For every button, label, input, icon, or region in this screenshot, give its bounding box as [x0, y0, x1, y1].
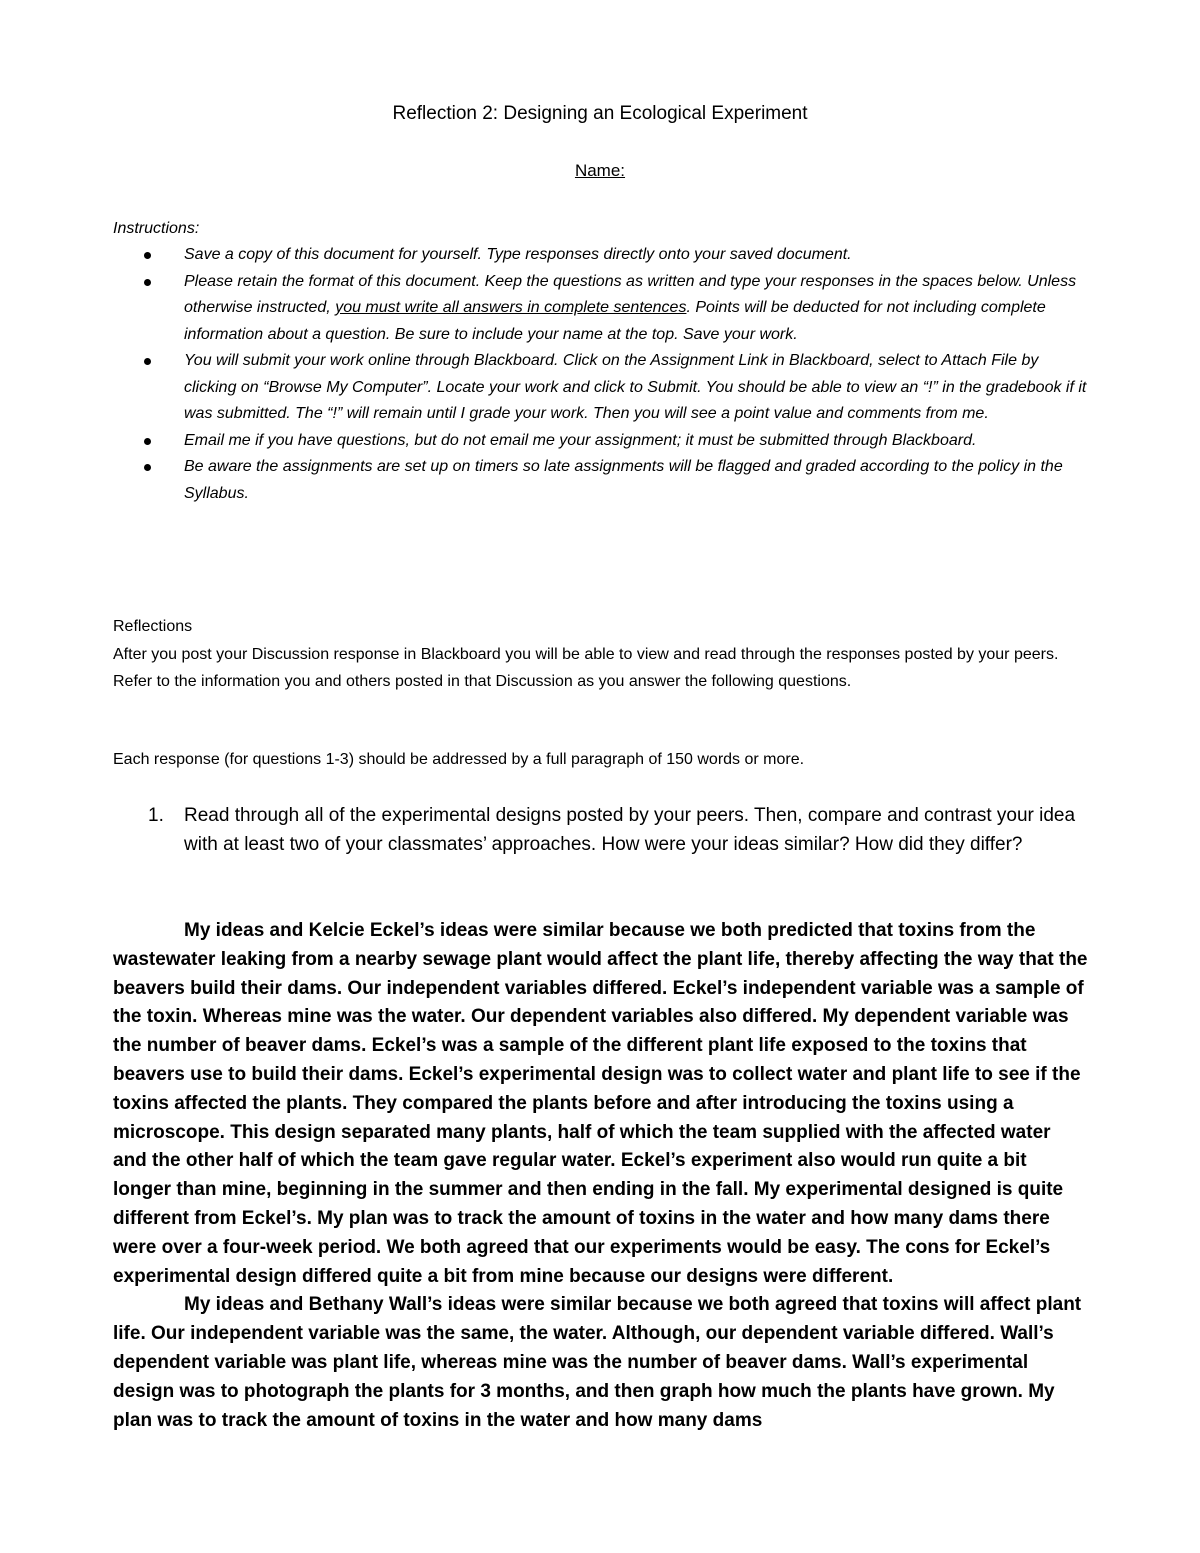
instruction-item	[140, 269, 1090, 349]
instruction-item	[140, 242, 1090, 269]
name-label: Name:	[574, 161, 626, 180]
question-number: 1.	[148, 805, 164, 826]
instruction-item	[140, 454, 1090, 507]
bullet-icon	[144, 358, 151, 365]
instruction-item	[140, 428, 1090, 455]
question-1	[148, 801, 1088, 859]
instruction-text: . Points will be deducted for not including complete information about a question. Be sure to include your name at the top. Save your work.	[184, 299, 1046, 343]
instruction-text: Save a copy of this document for yourself. Type responses directly onto your saved document.	[184, 246, 852, 263]
bullet-icon	[144, 438, 151, 445]
document-title: Reflection 2: Designing an Ecological Experiment	[392, 103, 808, 124]
instruction-text: You will submit your work online through Blackboard. Click on the Assignment Link in Blackboard, select to Attach File by clicking on “Browse My Computer”. Locate your work and click to Submit. You should be able to view an “!” in the gradebook if it was submitted. The “!” will remain until I grade your work. Then you will see a point value and comments from me.	[184, 352, 1087, 422]
instructions-list	[140, 242, 1090, 507]
bullet-icon	[144, 252, 151, 259]
instruction-underlined-text: you must write all answers in complete sentences	[335, 299, 687, 316]
response-requirement: Each response (for questions 1-3) should be addressed by a full paragraph of 150 words or more.	[113, 751, 805, 768]
question-text: Read through all of the experimental designs posted by your peers. Then, compare and contrast your idea with at least two of your classmates’ approaches. How were your ideas similar? How did they differ?	[184, 805, 1076, 855]
instruction-text: Email me if you have questions, but do not email me your assignment; it must be submitted through Blackboard.	[184, 431, 977, 449]
instructions-heading: Instructions:	[113, 220, 200, 237]
instruction-text: Please retain the format of this document. Keep the questions as written and type your responses in the spaces below. Unless otherwise instructed,	[184, 272, 1077, 316]
answer-paragraph: My ideas and Kelcie Eckel’s ideas were similar because we both predicted that toxins from the wastewater leaking from a nearby sewage plant would affect the plant life, thereby affecting the way that the beavers build their dams. Our independent variables differed. Eckel’s independent variable was a sample of the toxin. Whereas mine was the water. Our dependent variables also differed. My dependent variable was the number of beaver dams. Eckel’s was a sample of the different plant life exposed to the toxins that beavers use to build their dams. Eckel’s experimental design was to collect water and plant life to see if the toxins affected the plants. They compared the plants before and after introducing the toxins using a microscope. This design separated many plants, half of which the team supplied with the affected water and the other half of which the team gave regular water. Eckel’s experiment also would run quite a bit longer than mine, beginning in the summer and then ending in the fall. My experimental designed is quite different from Eckel’s. My plan was to track the amount of toxins in the water and how many dams there were over a four-week period. We both agreed that our experiments would be easy. The cons for Eckel’s experimental design differed quite a bit from mine because our designs were different.	[113, 920, 1088, 1287]
answer-paragraph: My ideas and Bethany Wall’s ideas were similar because we both agreed that toxins will affect plant life. Our independent variable was the same, the water. Although, our dependent variable differed. Wall’s dependent variable was plant life, whereas mine was the number of beaver dams. Wall’s experimental design was to photograph the plants for 3 months, and then graph how much the plants have grown. My plan was to track the amount of toxins in the water and how many dams	[113, 1294, 1082, 1431]
bullet-icon	[144, 464, 151, 471]
instruction-text: Be aware the assignments are set up on timers so late assignments will be flagged and graded according to the policy in the Syllabus.	[184, 458, 1063, 502]
answer-body	[113, 917, 1088, 1435]
reflections-heading: Reflections	[113, 618, 193, 635]
bullet-icon	[144, 279, 151, 286]
instruction-item	[140, 348, 1090, 428]
reflections-body: After you post your Discussion response in Blackboard you will be able to view and read through the responses posted by your peers. Refer to the information you and others posted in that Discussion as you answer the following questions.	[113, 646, 1059, 690]
